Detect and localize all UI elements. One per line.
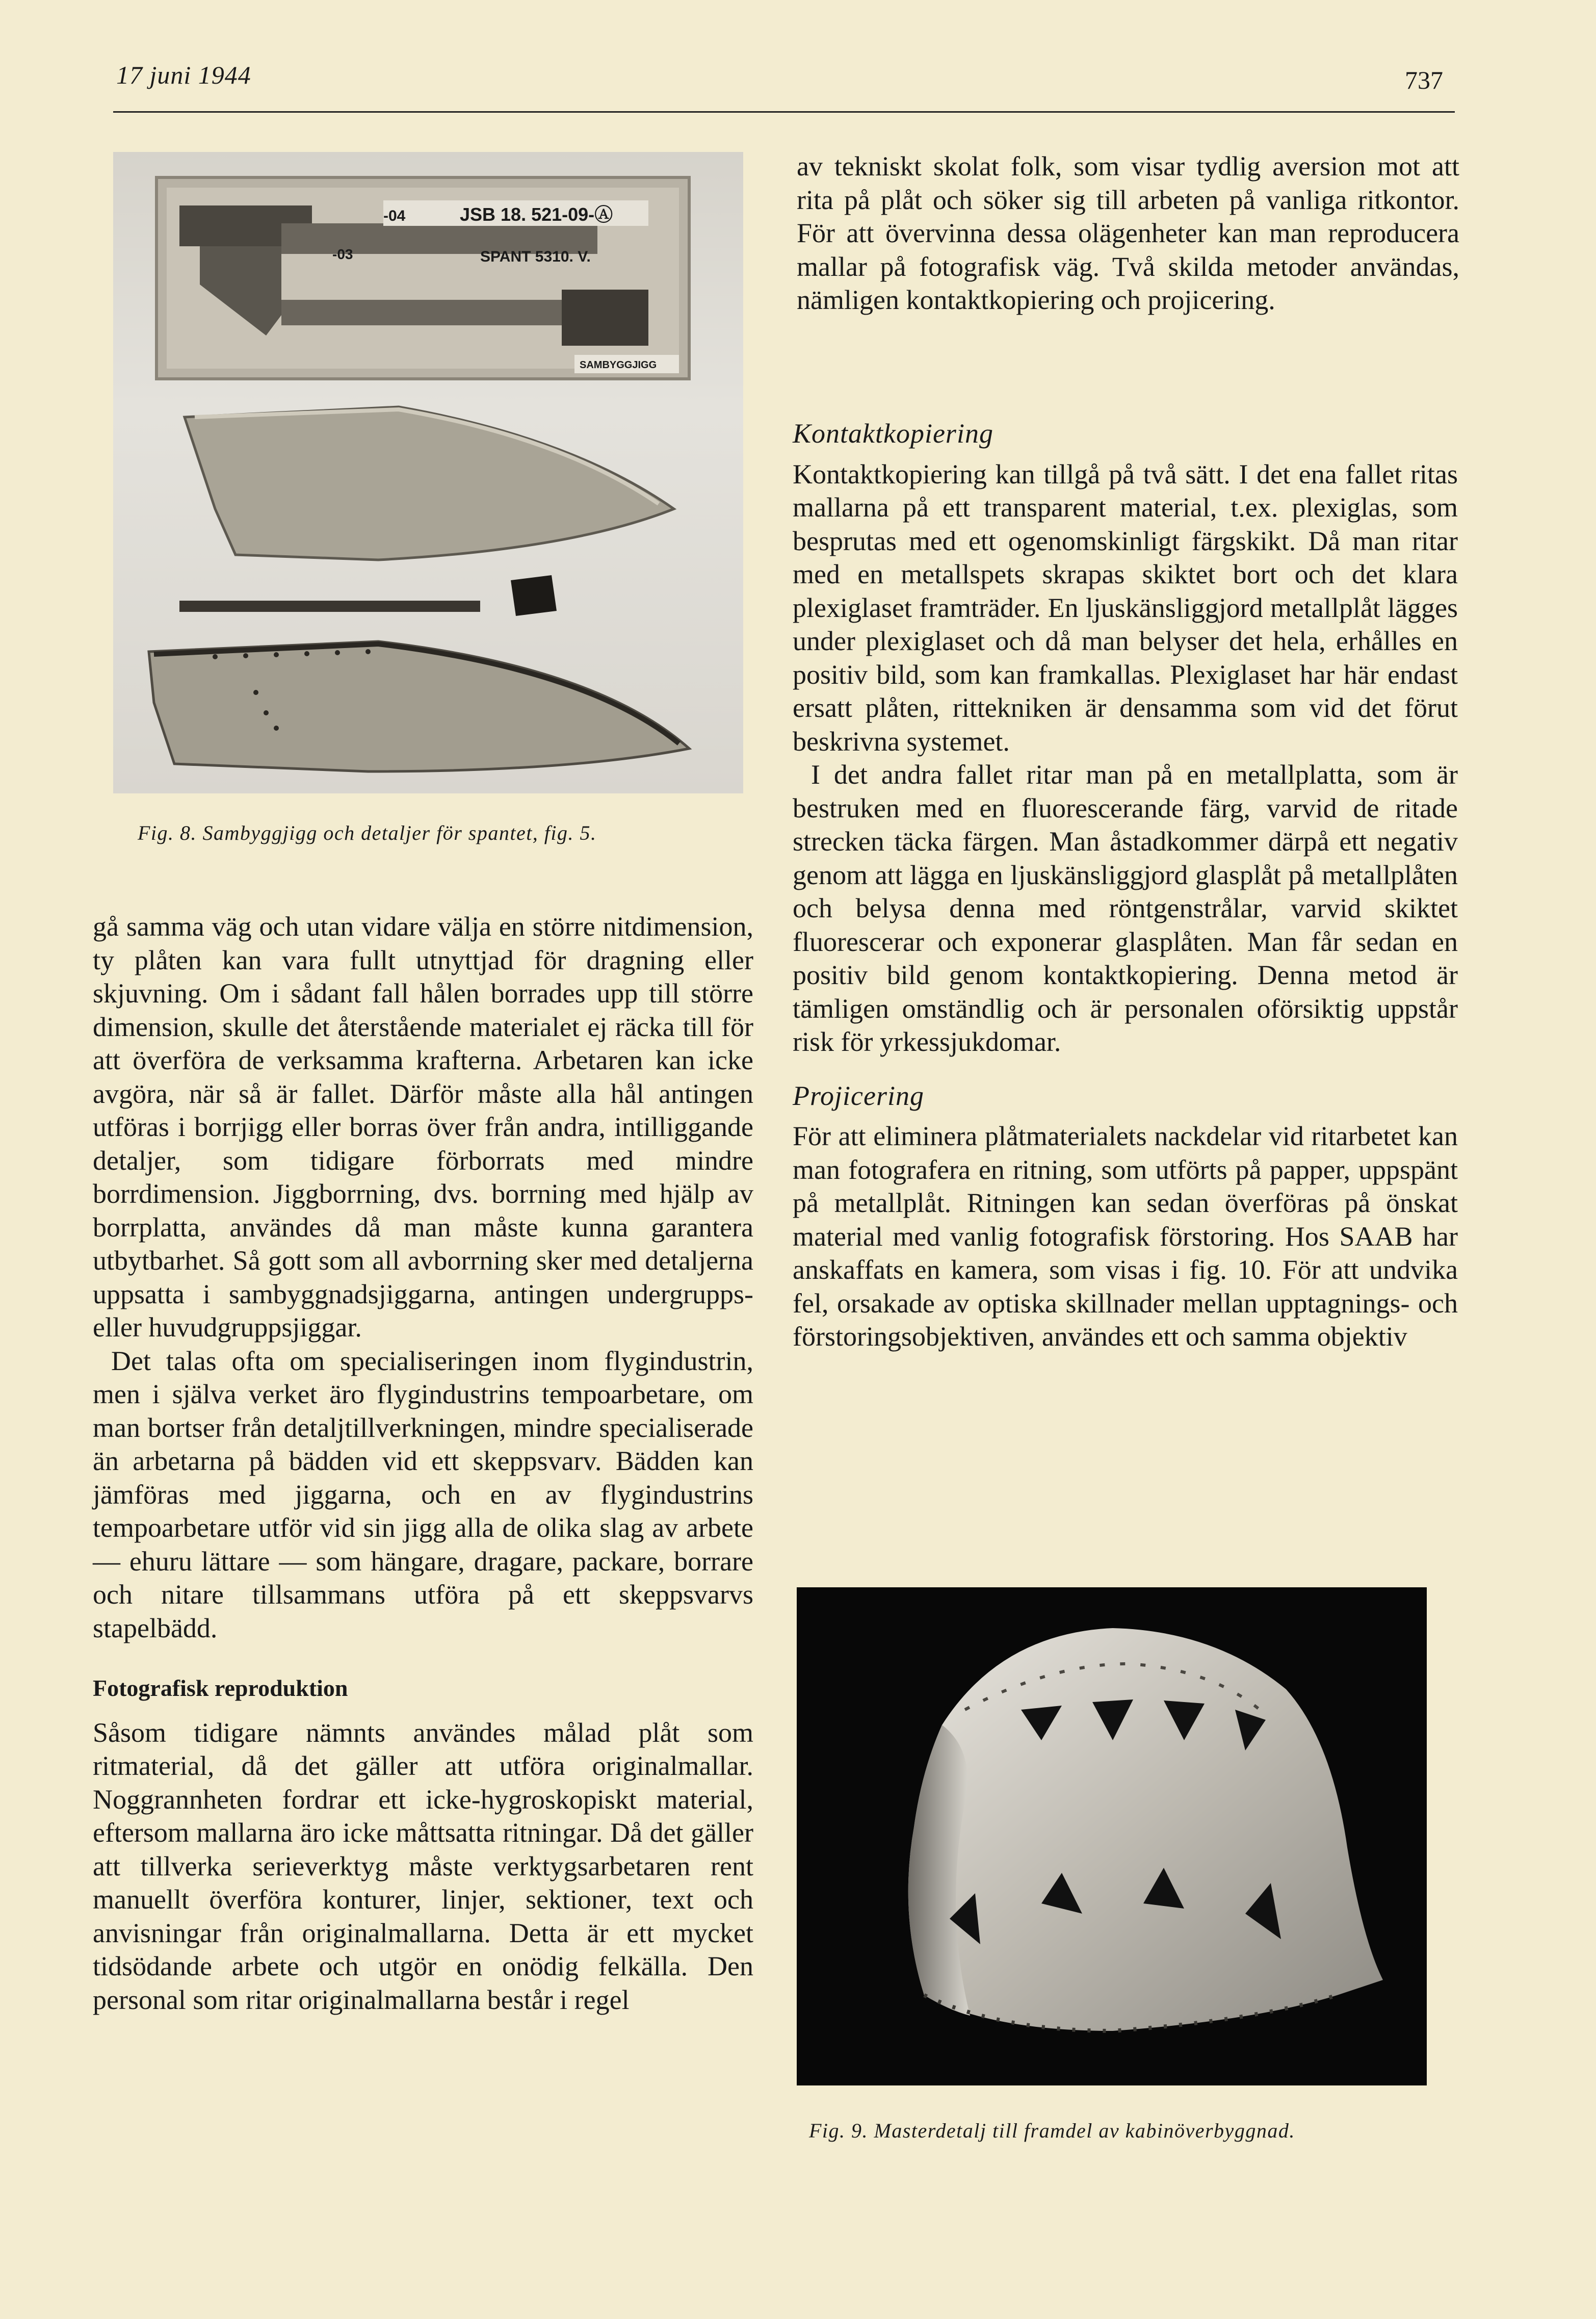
figure-8-caption: Fig. 8. Sambyggjigg och detaljer för spantet, fig. 5. [138, 821, 597, 844]
detail-part-2 [149, 641, 689, 771]
paragraph-kontakt-1: Kontaktkopiering kan tillgå på två sätt. I det ena fallet ritas mallarna på ett transparent material, t.ex. plexiglas, som besprutas med ett ogenomskinligt färgskikt. Då man ritar med en metallspets skrapas skiktet bort och det klara plexiglaset framträder. En ljuskänsliggjord metallplåt lägges under plexiglaset och då man belyser det hela, erhålles en positiv bild, som kan framkallas. Plexiglaset har här endast ersatt plåten, rittekniken är densamma som vid det förut beskrivna systemet. [793, 458, 1458, 757]
subheading-kontaktkopiering: Kontaktkopiering [793, 418, 993, 449]
header-date: 17 juni 1944 [116, 61, 251, 89]
paragraph-projicering: För att eliminera plåtmaterialets nackdelar vid ritarbetet kan man fotografera en ritning, som utförts på papper, uppspänt på metallplåt. Ritningen kan sedan överföras på önskat material med vanlig fotografisk förstoring. Hos SAAB har anskaffats en kamera, som visas i fig. 10. För att undvika fel, orsakade av optiska skillnader mellan upptagnings- och förstoringsobjektiven, användes ett och samma objektiv [793, 1121, 1458, 1352]
photo-label-jig-name: SAMBYGGJIGG [580, 359, 657, 371]
photo-label-tag-1: -04 [383, 208, 406, 224]
paragraph-kontakt-2: I det andra fallet ritar man på en metallplatta, som är bestruken med en fluorescerande färg, varvid de ritade strecken täcka färgen. Man åstadkommer därpå ett negativ genom att lägga en ljuskänsliggjord glasplåt på metallplåten och belysa denna med röntgenstrålar, varvid skiktet fluorescerar och exponerar glasplåten. Man får sedan en positiv bild genom kontaktkopiering. Denna metod är tämligen omständlig och är personalen oförsiktig uppstår risk för yrkessjukdomar. [793, 759, 1458, 1057]
detail-part-1 [185, 407, 674, 560]
figure-8-photo [113, 152, 743, 793]
section-heading-fotografisk: Fotografisk reproduktion [93, 1675, 348, 1701]
bar-strip [179, 601, 480, 612]
photo-label-code: JSB 18. 521-09-Ⓐ [460, 204, 613, 225]
header-divider [113, 111, 1455, 113]
figure-9-illustration [797, 1587, 1427, 2085]
figure-9-caption: Fig. 9. Masterdetalj till framdel av kabinöverbyggnad. [809, 2119, 1295, 2142]
subheading-projicering: Projicering [793, 1080, 924, 1111]
figure-9-photo [797, 1587, 1427, 2085]
figure-8-illustration [113, 152, 743, 793]
paragraph-left-3: Såsom tidigare nämnts användes målad plåt som ritmaterial, då det gäller att utföra originalmallar. Noggrannheten fordrar ett icke-hygroskopiskt material, eftersom mallarna äro icke måttsatta ritningar. Då det gäller att tillverka serieverktyg måste verktygsarbetaren rent manuellt överföra konturer, linjer, sektioner, text och anvisningar från originalmallarna. Detta är ett mycket tidsödande arbete och utgör en onödig felkälla. Den personal som ritar originalmallarna består i regel [93, 1717, 753, 2015]
paragraph-intro: av tekniskt skolat folk, som visar tydlig aversion mot att rita på plåt och söker sig till arbeten på vanliga ritkontor. För att övervinna dessa olägenheter kan man reproducera mallar på fotografisk väg. Två skilda metoder användas, nämligen kontaktkopiering och projicering. [797, 151, 1459, 315]
right-column-body [793, 417, 1458, 1354]
small-detail-piece [511, 575, 557, 616]
paragraph-left-1: gå samma väg och utan vidare välja en större nitdimension, ty plåten kan vara fullt utnyttjad för dragning eller skjuvning. Om i sådant fall hålen borrades upp till större dimension, skulle det återstående materialet ej räcka till för att överföra de verksamma krafterna. Arbetaren kan icke avgöra, när så är fallet. Därför måste alla hål antingen utföras i borrjigg eller borras över från andra, intilliggande detaljer, som tidigare förborrats med mindre borrdimension. Jiggborrning, dvs. borrning med hjälp av borrplatta, användes då man måste kunna garantera utbytbarhet. Så gott som all avborrning sker med detaljerna uppsatta i sambyggnadsjiggarna, antingen undergrupps- eller huvudgruppsjiggar. [93, 911, 753, 1343]
page-number: 737 [1405, 66, 1443, 94]
photo-label-spant: SPANT 5310. V. [480, 248, 591, 265]
canopy-shell [908, 1628, 1383, 2031]
jig-clamp-right [562, 290, 648, 346]
jig-rail-bottom [281, 300, 597, 325]
photo-label-tag-2: -03 [332, 246, 353, 262]
left-column-body [93, 910, 753, 2017]
right-column-intro [797, 150, 1459, 317]
paragraph-left-2: Det talas ofta om specialiseringen inom flygindustrin, men i själva verket äro flygindustrins tempoarbetare, om man bortser från detaljtillverkningen, mindre specialiserade än arbetarna på bädden vid ett skeppsvarv. Bädden kan jämföras med jiggarna, och en av flygindustrins tempoarbetare utför vid sin jigg alla de olika slag av arbete — ehuru lättare — som hängare, dragare, packare, borrare och nitare tillsammans utföra på ett skeppsvarvs stapelbädd. [93, 1345, 753, 1643]
